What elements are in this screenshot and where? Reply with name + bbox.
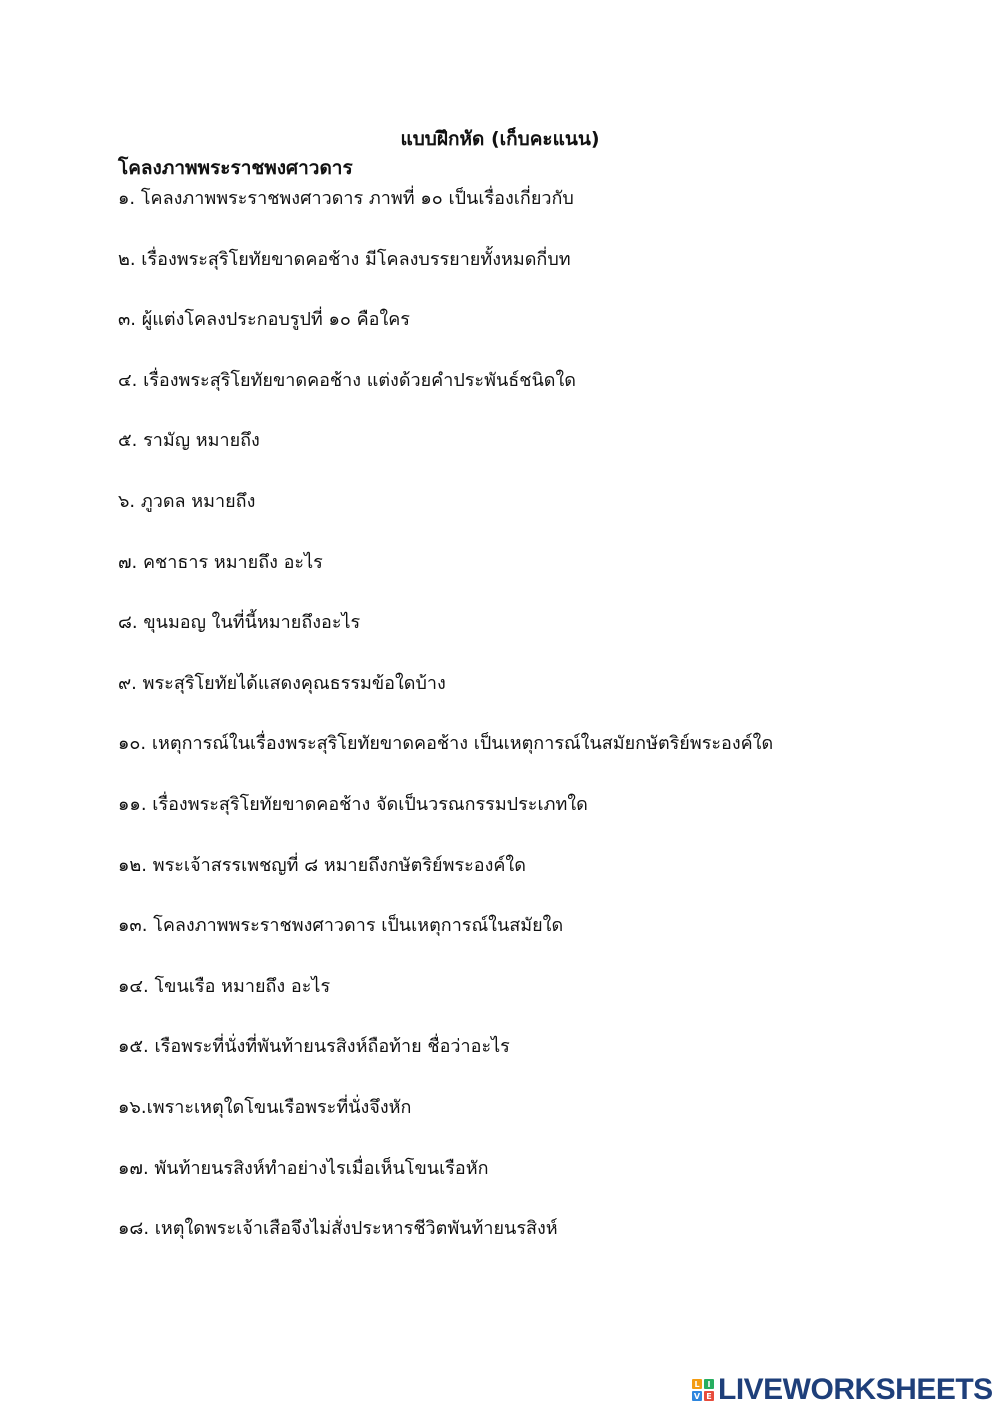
logo-letter-i: I [704,1379,714,1389]
logo-grid-icon [692,1379,714,1401]
question-list [118,185,773,1276]
question-4: ๔. เรื่องพระสุริโยทัยขาดคอช้าง แต่งด้วยคำประพันธ์ชนิดใด [118,369,576,391]
liveworksheets-logo [692,1373,993,1407]
question-5: ๕. รามัญ หมายถึง [118,430,260,452]
question-2: ๒. เรื่องพระสุริโยทัยขาดคอช้าง มีโคลงบรรยายทั้งหมดกี่บท [118,248,571,270]
question-3: ๓. ผู้แต่งโคลงประกอบรูปที่ ๑๐ คือใคร [118,309,410,331]
question-13: ๑๓. โคลงภาพพระราชพงศาวดาร เป็นเหตุการณ์ในสมัยใด [118,915,564,937]
question-9: ๙. พระสุริโยทัยได้แสดงคุณธรรมข้อใดบ้าง [118,672,446,694]
question-18: ๑๘. เหตุใดพระเจ้าเสือจึงไม่สั่งประหารชีวิตพันท้ายนรสิงห์ [118,1218,558,1240]
brand-text: LIVEWORKSHEETS [718,1373,993,1406]
question-8: ๘. ขุนมอญ ในที่นี้หมายถึงอะไร [118,612,361,634]
logo-letter-e: E [704,1391,714,1401]
worksheet-subtitle: โคลงภาพพระราชพงศาวดาร [118,157,353,179]
question-17: ๑๗. พันท้ายนรสิงห์ทำอย่างไรเมื่อเห็นโขนเรือหัก [118,1157,489,1179]
question-16: ๑๖.เพราะเหตุใดโขนเรือพระที่นั่งจึงหัก [118,1096,412,1118]
question-10: ๑๐. เหตุการณ์ในเรื่องพระสุริโยทัยขาดคอช้าง เป็นเหตุการณ์ในสมัยกษัตริย์พระองค์ใด [118,733,774,755]
question-6: ๖. ภูวดล หมายถึง [118,490,256,512]
question-15: ๑๕. เรือพระที่นั่งที่พันท้ายนรสิงห์ถือท้าย ชื่อว่าอะไร [118,1036,510,1058]
logo-letter-v: V [693,1391,701,1401]
question-14: ๑๔. โขนเรือ หมายถึง อะไร [118,975,331,997]
question-11: ๑๑. เรื่องพระสุริโยทัยขาดคอช้าง จัดเป็นวรณกรรมประเภทใด [118,793,588,815]
worksheet-title: แบบฝึกหัด (เก็บคะแนน) [400,128,600,150]
question-7: ๗. คชาธาร หมายถึง อะไร [118,551,323,573]
question-12: ๑๒. พระเจ้าสรรเพชญที่ ๘ หมายถึงกษัตริย์พระองค์ใด [118,854,526,876]
question-1: ๑. โคลงภาพพระราชพงศาวดาร ภาพที่ ๑๐ เป็นเรื่องเกี่ยวกับ [118,188,574,209]
logo-letter-l: L [692,1379,702,1389]
